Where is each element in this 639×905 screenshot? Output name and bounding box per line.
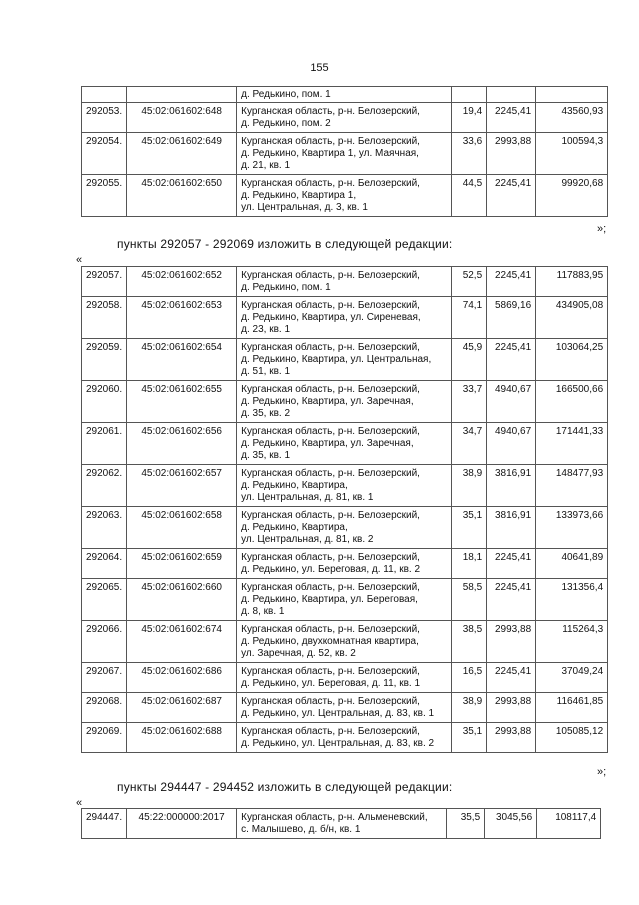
table-row	[82, 621, 608, 663]
value: 40641,89	[536, 549, 608, 579]
rate: 2245,41	[487, 175, 536, 217]
area: 16,5	[452, 663, 487, 693]
cadastral-number: 45:02:061602:650	[127, 175, 237, 217]
table-amended-292057	[81, 266, 608, 753]
rate: 4940,67	[487, 423, 536, 465]
address: Курганская область, р-н. Белозерский, д. Редькино, Квартира, ул. Сиреневая, д. 23, кв. 1	[237, 297, 452, 339]
area: 19,4	[452, 103, 487, 133]
rate: 3816,91	[487, 507, 536, 549]
area: 45,9	[452, 339, 487, 381]
table-row	[82, 693, 608, 723]
row-number: 292055.	[82, 175, 127, 217]
area: 38,9	[452, 693, 487, 723]
cadastral-number: 45:02:061602:656	[127, 423, 237, 465]
table3-body	[82, 809, 601, 839]
table-row	[82, 175, 608, 217]
value: 133973,66	[536, 507, 608, 549]
rate: 2245,41	[487, 549, 536, 579]
rate	[487, 87, 536, 103]
table-row	[82, 339, 608, 381]
row-number: 292065.	[82, 579, 127, 621]
rate: 5869,16	[487, 297, 536, 339]
value: 116461,85	[536, 693, 608, 723]
address: Курганская область, р-н. Альменевский, с. Малышево, д. б/н, кв. 1	[237, 809, 447, 839]
row-number: 292066.	[82, 621, 127, 663]
rate: 2993,88	[487, 693, 536, 723]
address: Курганская область, р-н. Белозерский, д. Редькино, ул. Береговая, д. 11, кв. 1	[237, 663, 452, 693]
row-number: 292058.	[82, 297, 127, 339]
table-row	[82, 507, 608, 549]
value: 434905,08	[536, 297, 608, 339]
value: 100594,3	[536, 133, 608, 175]
table-row	[82, 579, 608, 621]
area: 35,5	[447, 809, 485, 839]
cadastral-number: 45:02:061602:652	[127, 267, 237, 297]
rate: 2245,41	[487, 579, 536, 621]
value: 37049,24	[536, 663, 608, 693]
rate: 4940,67	[487, 381, 536, 423]
table-row	[82, 423, 608, 465]
address: Курганская область, р-н. Белозерский, д. Редькино, Квартира, ул. Береговая, д. 8, кв. 1	[237, 579, 452, 621]
address: Курганская область, р-н. Белозерский, д. Редькино, Квартира 1, ул. Центральная, д. 3, кв. 1	[237, 175, 452, 217]
row-number: 292067.	[82, 663, 127, 693]
table-row	[82, 267, 608, 297]
address: Курганская область, р-н. Белозерский, д. Редькино, пом. 2	[237, 103, 452, 133]
cadastral-number: 45:02:061602:674	[127, 621, 237, 663]
area: 35,1	[452, 507, 487, 549]
address: Курганская область, р-н. Белозерский, д. Редькино, Квартира, ул. Заречная, д. 35, кв. 2	[237, 381, 452, 423]
closing-quote: »;	[597, 223, 607, 235]
row-number	[82, 87, 127, 103]
row-number: 292053.	[82, 103, 127, 133]
value: 43560,93	[536, 103, 608, 133]
value: 108117,4	[537, 809, 601, 839]
table-continued	[81, 86, 608, 217]
address: Курганская область, р-н. Белозерский, д. Редькино, Квартира 1, ул. Маячная, д. 21, кв. 1	[237, 133, 452, 175]
cadastral-number: 45:02:061602:658	[127, 507, 237, 549]
cadastral-number: 45:02:061602:654	[127, 339, 237, 381]
table-row	[82, 297, 608, 339]
cadastral-number: 45:02:061602:649	[127, 133, 237, 175]
value: 131356,4	[536, 579, 608, 621]
area: 38,5	[452, 621, 487, 663]
cadastral-number: 45:02:061602:660	[127, 579, 237, 621]
cadastral-number: 45:02:061602:657	[127, 465, 237, 507]
rate: 2245,41	[487, 663, 536, 693]
row-number: 292060.	[82, 381, 127, 423]
value: 148477,93	[536, 465, 608, 507]
value: 166500,66	[536, 381, 608, 423]
opening-quote: «	[76, 797, 83, 809]
cadastral-number: 45:02:061602:687	[127, 693, 237, 723]
rate: 2245,41	[487, 267, 536, 297]
value: 103064,25	[536, 339, 608, 381]
table-row	[82, 809, 601, 839]
cadastral-number	[127, 87, 237, 103]
rate: 2993,88	[487, 133, 536, 175]
rate: 3045,56	[485, 809, 537, 839]
rate: 3816,91	[487, 465, 536, 507]
amendment-instruction: пункты 292057 - 292069 изложить в следующей редакции:	[117, 237, 453, 251]
value: 117883,95	[536, 267, 608, 297]
area: 44,5	[452, 175, 487, 217]
table-row	[82, 87, 608, 103]
page-number: 155	[310, 62, 329, 74]
area: 52,5	[452, 267, 487, 297]
row-number: 292054.	[82, 133, 127, 175]
address: Курганская область, р-н. Белозерский, д. Редькино, Квартира, ул. Центральная, д. 81, кв. 2	[237, 507, 452, 549]
row-number: 292062.	[82, 465, 127, 507]
row-number: 292057.	[82, 267, 127, 297]
table-row	[82, 465, 608, 507]
value: 105085,12	[536, 723, 608, 753]
cadastral-number: 45:02:061602:659	[127, 549, 237, 579]
address: Курганская область, р-н. Белозерский, д. Редькино, ул. Центральная, д. 83, кв. 1	[237, 693, 452, 723]
area: 35,1	[452, 723, 487, 753]
value: 115264,3	[536, 621, 608, 663]
rate: 2993,88	[487, 621, 536, 663]
address: д. Редькино, пом. 1	[237, 87, 452, 103]
row-number: 292063.	[82, 507, 127, 549]
cadastral-number: 45:22:000000:2017	[127, 809, 237, 839]
table-row	[82, 723, 608, 753]
address: Курганская область, р-н. Белозерский, д. Редькино, пом. 1	[237, 267, 452, 297]
row-number: 292059.	[82, 339, 127, 381]
cadastral-number: 45:02:061602:653	[127, 297, 237, 339]
opening-quote: «	[76, 254, 83, 266]
rate: 2993,88	[487, 723, 536, 753]
row-number: 292061.	[82, 423, 127, 465]
address: Курганская область, р-н. Белозерский, д. Редькино, Квартира, ул. Центральная, д. 81, кв. 1	[237, 465, 452, 507]
cadastral-number: 45:02:061602:655	[127, 381, 237, 423]
table-row	[82, 663, 608, 693]
table1-body	[82, 87, 608, 217]
area: 58,5	[452, 579, 487, 621]
value: 171441,33	[536, 423, 608, 465]
area	[452, 87, 487, 103]
cadastral-number: 45:02:061602:688	[127, 723, 237, 753]
row-number: 292069.	[82, 723, 127, 753]
cadastral-number: 45:02:061602:648	[127, 103, 237, 133]
table-row	[82, 133, 608, 175]
row-number: 292064.	[82, 549, 127, 579]
closing-quote: »;	[597, 766, 607, 778]
area: 33,7	[452, 381, 487, 423]
area: 38,9	[452, 465, 487, 507]
table-row	[82, 103, 608, 133]
area: 33,6	[452, 133, 487, 175]
address: Курганская область, р-н. Белозерский, д. Редькино, двухкомнатная квартира, ул. Заречная, д. 52, кв. 2	[237, 621, 452, 663]
address: Курганская область, р-н. Белозерский, д. Редькино, Квартира, ул. Заречная, д. 35, кв. 1	[237, 423, 452, 465]
address: Курганская область, р-н. Белозерский, д. Редькино, ул. Центральная, д. 83, кв. 2	[237, 723, 452, 753]
area: 34,7	[452, 423, 487, 465]
value	[536, 87, 608, 103]
table-row	[82, 381, 608, 423]
address: Курганская область, р-н. Белозерский, д. Редькино, ул. Береговая, д. 11, кв. 2	[237, 549, 452, 579]
table-amended-294447	[81, 808, 601, 839]
row-number: 294447.	[82, 809, 127, 839]
table-row	[82, 549, 608, 579]
row-number: 292068.	[82, 693, 127, 723]
value: 99920,68	[536, 175, 608, 217]
address: Курганская область, р-н. Белозерский, д. Редькино, Квартира, ул. Центральная, д. 51, кв. 1	[237, 339, 452, 381]
rate: 2245,41	[487, 339, 536, 381]
table2-body	[82, 267, 608, 753]
area: 18,1	[452, 549, 487, 579]
amendment-instruction: пункты 294447 - 294452 изложить в следующей редакции:	[117, 780, 453, 794]
rate: 2245,41	[487, 103, 536, 133]
area: 74,1	[452, 297, 487, 339]
cadastral-number: 45:02:061602:686	[127, 663, 237, 693]
